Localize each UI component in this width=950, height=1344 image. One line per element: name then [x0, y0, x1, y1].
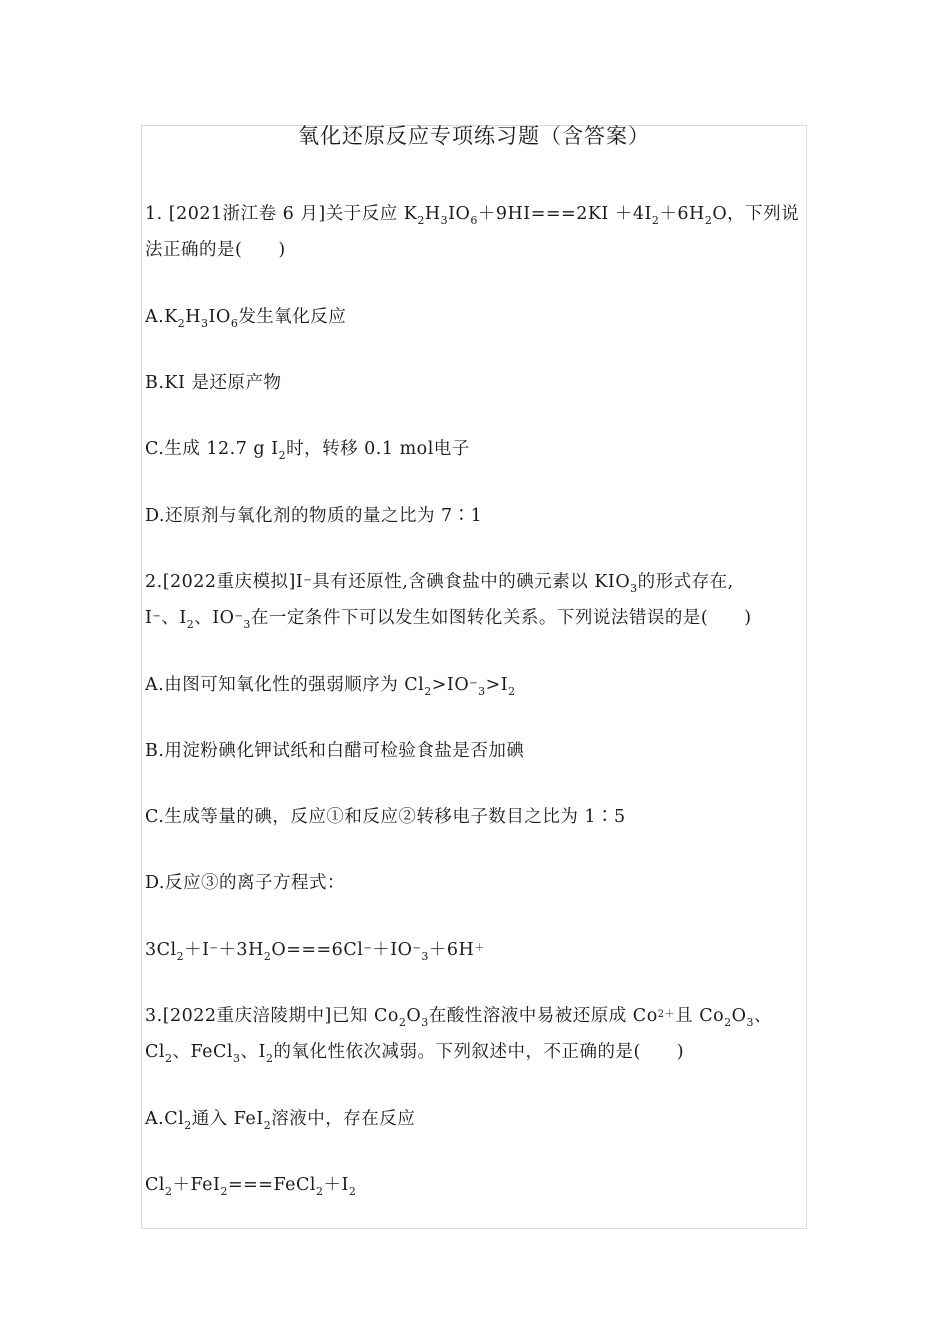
q1-stem-line2: 法正确的是( ): [145, 240, 286, 260]
q3-stem-line1: 3.[2022重庆涪陵期中]已知 $Co_2O_3$在酸性溶液中易被还原成 $Co^{2+}$且 $Co_2O_3$、: [145, 1006, 772, 1029]
q2-stem-line2: I−、$I_2$、$IO^-_3$在一定条件下可以发生如图转化关系。下列说法错误的是( ): [145, 608, 752, 631]
q1-option-a: $A.K_2H_3IO_6$发生氧化反应: [145, 307, 347, 330]
q1-option-c: C.生成 12.7 g $I_2$时，转移 0.1 mol电子: [145, 439, 470, 462]
q2-stem-line1: 2.[2022重庆模拟]I−具有还原性,含碘食盐中的碘元素以 $KIO_3$的形式存在,: [145, 572, 734, 595]
page-title: 氧化还原反应专项练习题（含答案）: [298, 124, 650, 148]
q2-option-a: A.由图可知氧化性的强弱顺序为 $Cl_2>IO^-_3>I_2$: [145, 675, 516, 698]
q3-stem-line2: $Cl_2$、FeCl$_3$、$I_2$的氧化性依次减弱。下列叙述中，不正确的是( ): [145, 1042, 685, 1065]
q1-option-d: D.还原剂与氧化剂的物质的量之比为 7∶1: [145, 506, 483, 526]
q3-option-a: $A.Cl_2$通入 FeI$_2$溶液中，存在反应: [145, 1109, 416, 1132]
q2-option-d: D.反应③的离子方程式：: [145, 873, 345, 893]
q3-equation: $Cl_2+FeI_2===FeCl_2+I_2$: [145, 1175, 357, 1198]
q1-option-b: B.KI 是还原产物: [145, 373, 282, 393]
q2-option-c: C.生成等量的碘，反应①和反应②转移电子数目之比为 1∶5: [145, 807, 626, 827]
q1-stem-line1: 1. [2021浙江卷 6 月]关于反应 $K_2H_3IO_6+9HI===2KI +4I_2+6H_2O$，下列说: [145, 204, 800, 227]
q2-equation: $3Cl_2+I^-+3H_2O===6Cl^-+IO^-_3+6H^+$: [145, 940, 485, 963]
q2-option-b: B.用淀粉碘化钾试纸和白醋可检验食盐是否加碘: [145, 741, 525, 761]
